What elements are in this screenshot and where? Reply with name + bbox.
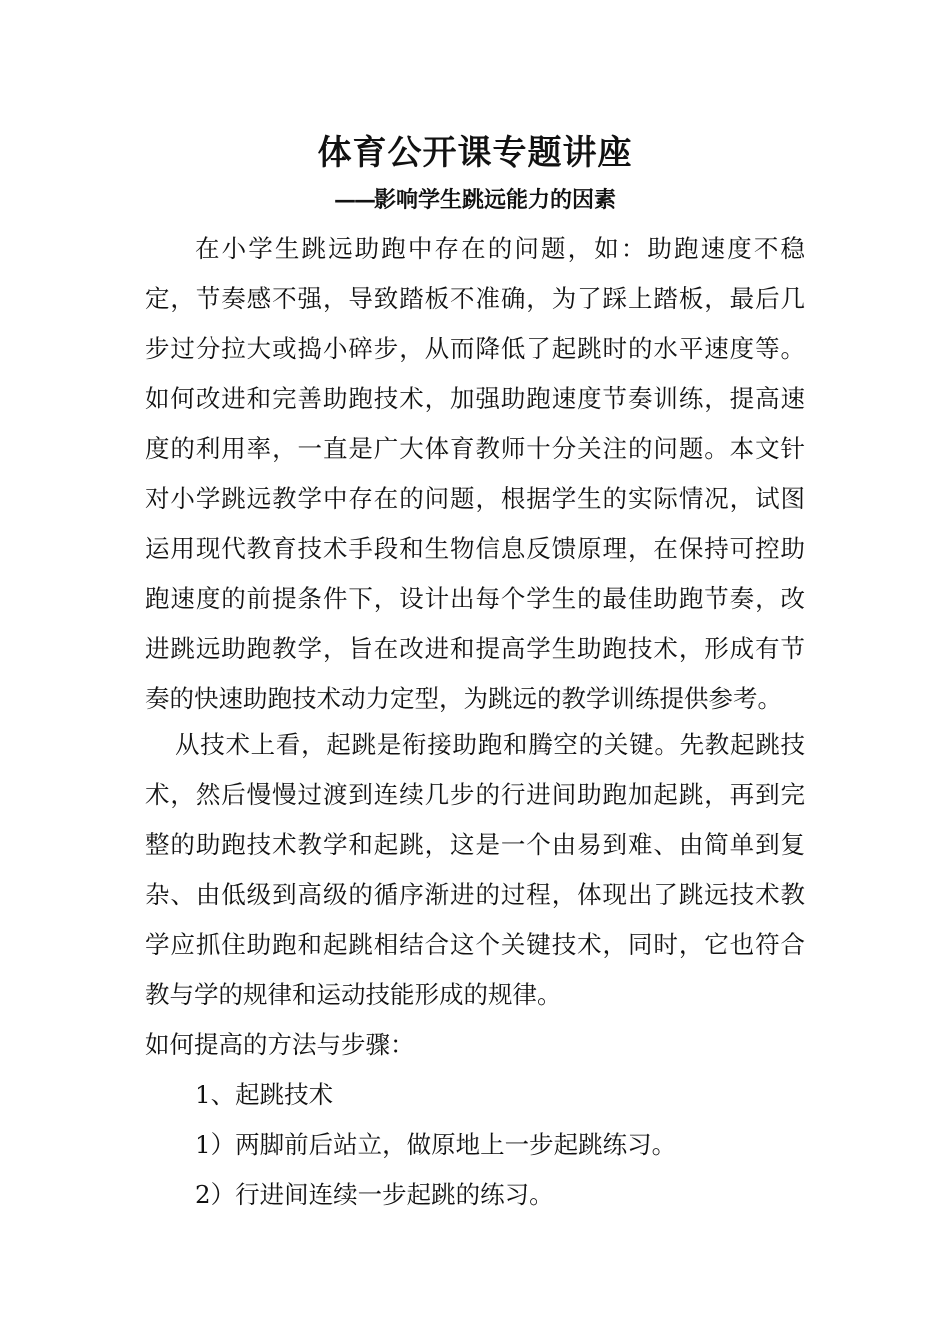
paragraph-intro: 在小学生跳远助跑中存在的问题，如：助跑速度不稳定，节奏感不强，导致踏板不准确，为了踩上踏板，最后几步过分拉大或捣小碎步，从而降低了起跳时的水平速度等。如何改进和完善助跑技术，加强助跑速度节奏训练，提高速度的利用率，一直是广大体育教师十分关注的问题。本文针对小学跳远教学中存在的问题，根据学生的实际情况，试图运用现代教育技术手段和生物信息反馈原理，在保持可控助跑速度的前提条件下，设计出每个学生的最佳助跑节奏，改进跳远助跑教学，旨在改进和提高学生助跑技术，形成有节奏的快速助跑技术动力定型，为跳远的教学训练提供参考。 xyxy=(145,234,805,713)
list-item: 1、起跳技术 xyxy=(195,1080,334,1109)
list-item: 1）两脚前后站立，做原地上一步起跳练习。 xyxy=(195,1130,677,1159)
list-item: 2）行进间连续一步起跳的练习。 xyxy=(195,1180,554,1209)
subtitle-text: 影响学生跳远能力的因素 xyxy=(373,187,616,213)
document-title: 体育公开课专题讲座 xyxy=(317,133,633,173)
paragraph-technique: 从技术上看，起跳是衔接助跑和腾空的关键。先教起跳技术，然后慢慢过渡到连续几步的行进间助跑加起跳，再到完整的助跑技术教学和起跳，这是一个由易到难、由简单到复杂、由低级到高级的循序渐进的过程，体现出了跳远技术教学应抓住助跑和起跳相结合这个关键技术，同时，它也符合教与学的规律和运动技能形成的规律。 xyxy=(145,730,805,1009)
subtitle-dash: —— xyxy=(333,187,374,213)
document-subtitle xyxy=(0,183,950,217)
methods-heading: 如何提高的方法与步骤： xyxy=(145,1030,415,1059)
